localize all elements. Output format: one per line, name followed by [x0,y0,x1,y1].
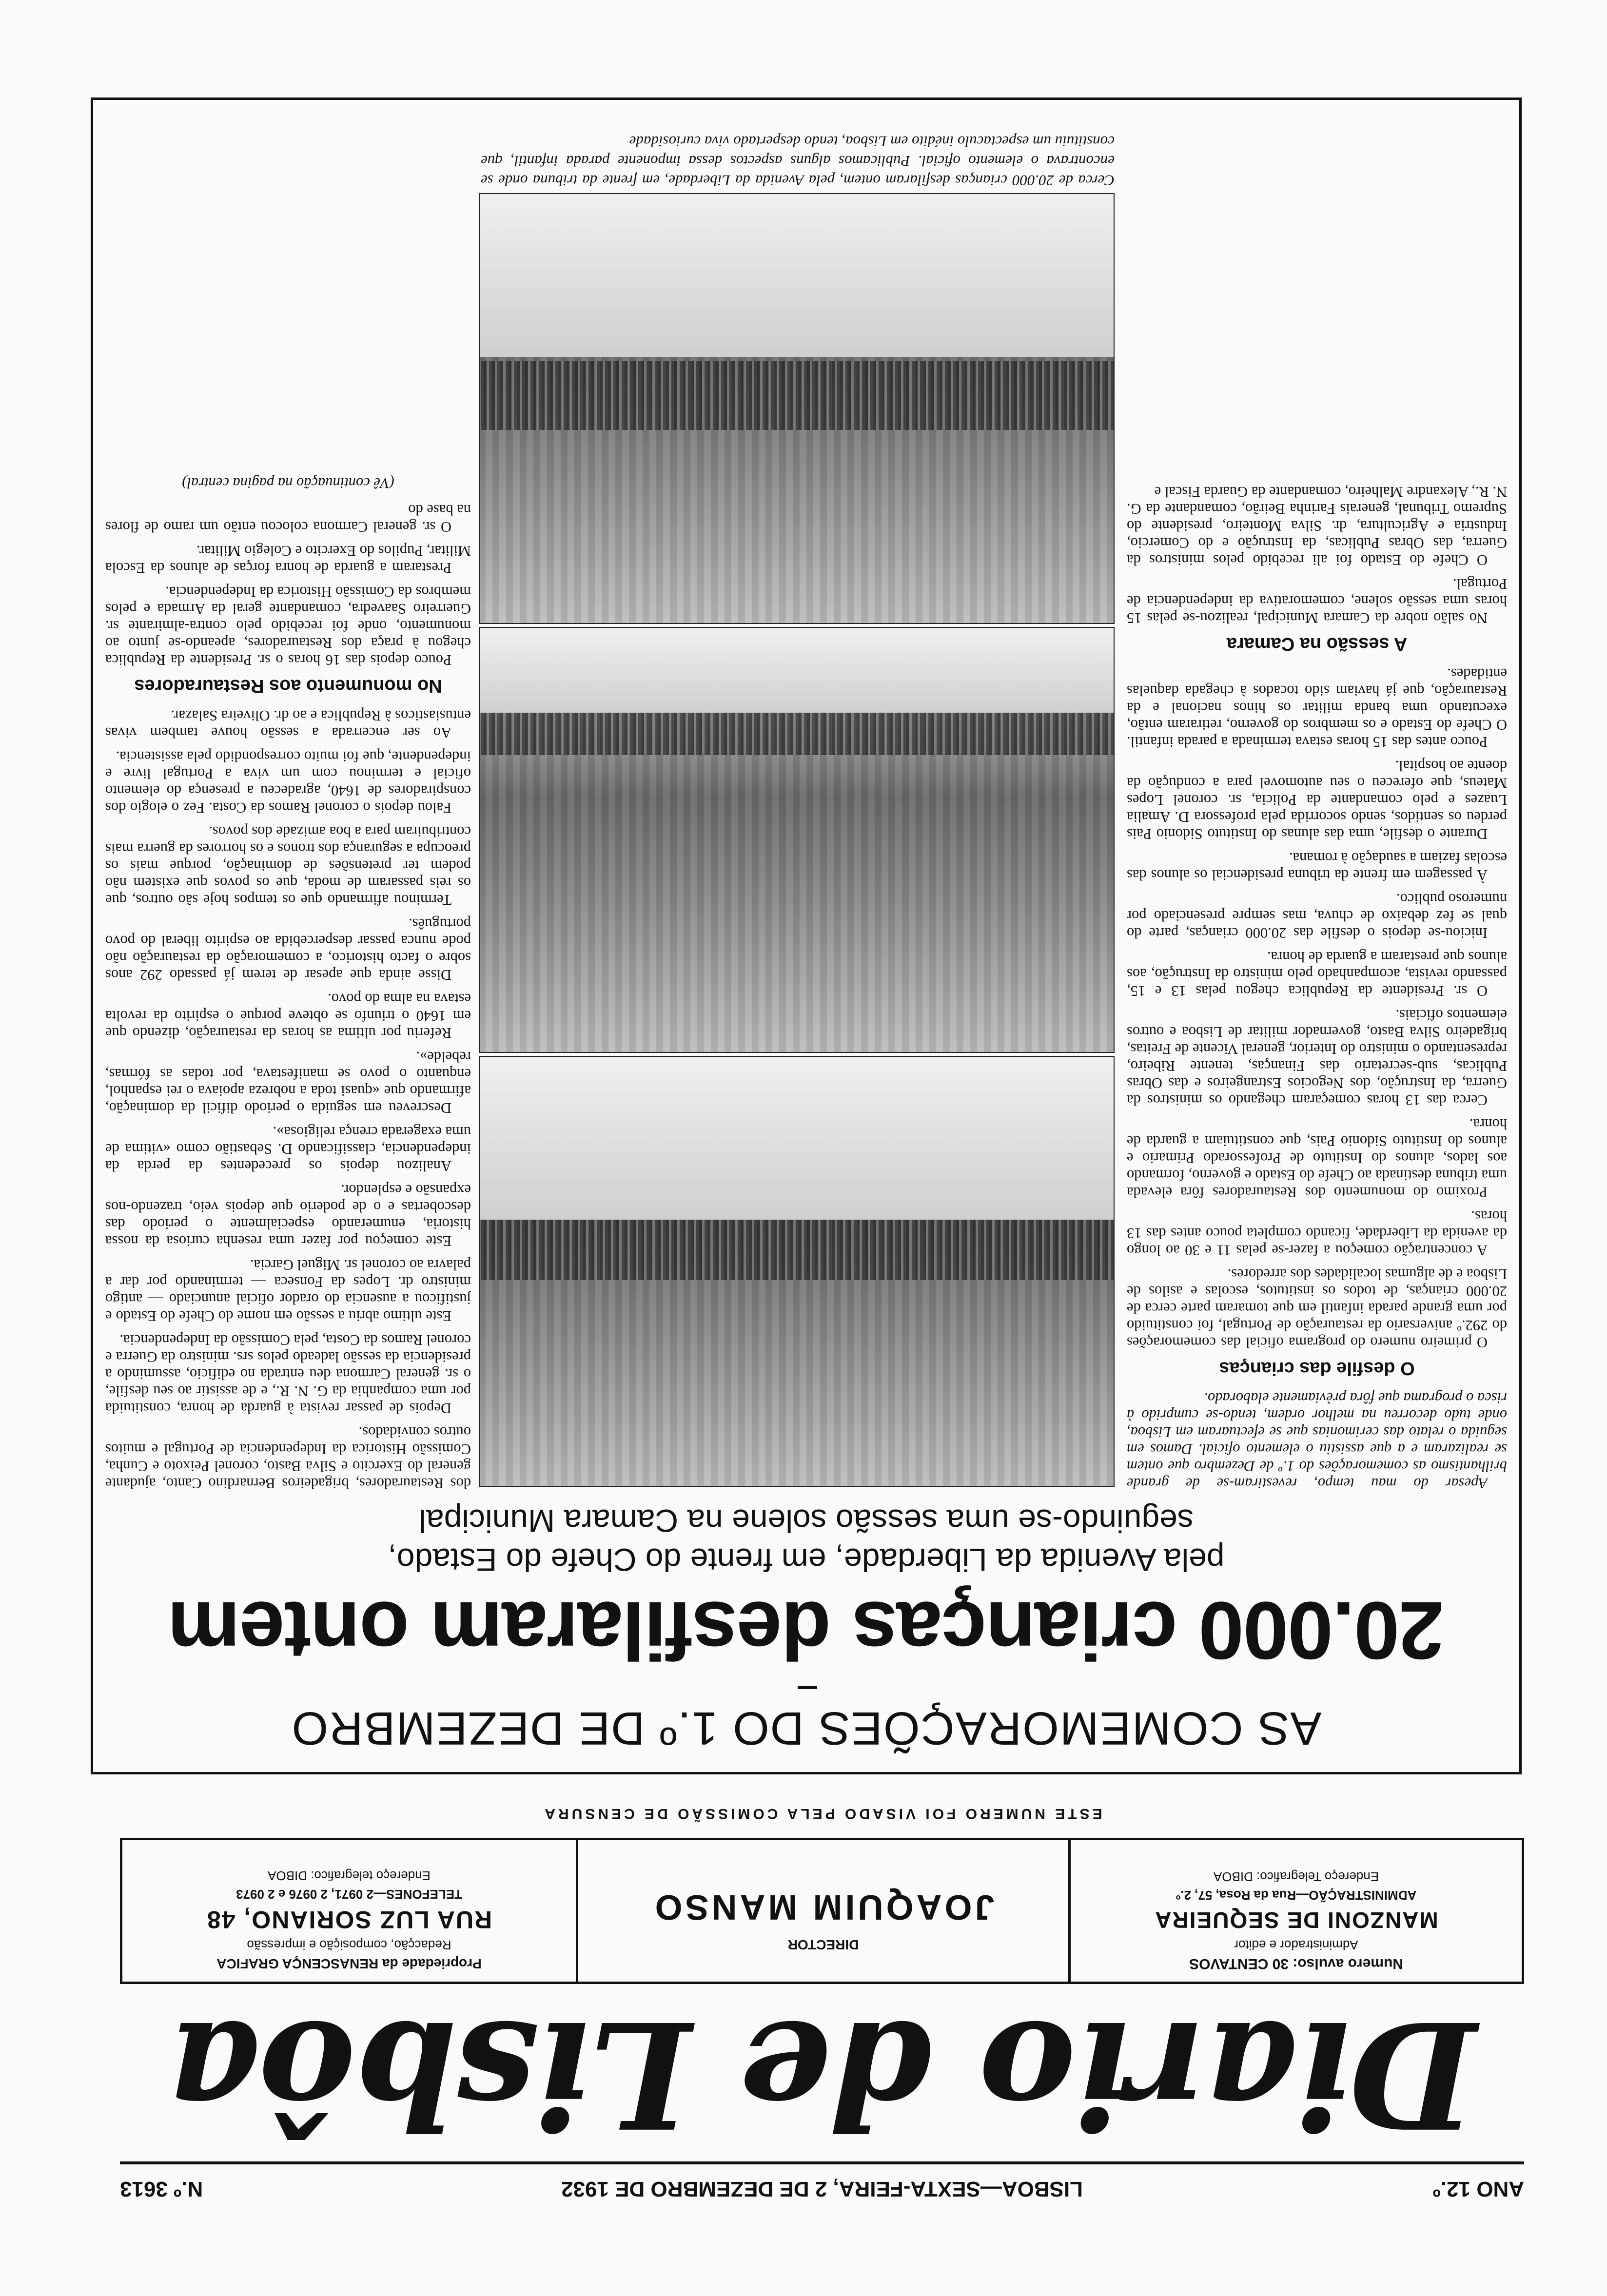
masthead [120,1784,1524,2213]
admin-address: ADMINISTRAÇÃO—Rua da Rosa, 57, 2.º [1176,1888,1417,1903]
paragraph: À passagem em frente da tribuna presidencial os alunos das escolas faziam a saudação à romana. [1127,850,1507,883]
editor-role: Administrador e editor [1234,1938,1358,1952]
owner-address: RUA LUZ SORIANO, 48 [206,1906,492,1933]
paragraph: Pouco antes das 15 horas estava terminada a parada infantil. O Chefe do Estado e os membros do governo, retiraram então, executando uma banda militar os hinos nacional e da Restauração, que já haviam sido tocados à chegada daquelas entidades. [1127,665,1507,750]
article-kicker: AS COMEMORAÇÕES DO 1.º DE DEZEMBRO [291,1702,1322,1754]
article-column-1 [1127,112,1507,1492]
owner-box [122,1840,576,1982]
paragraph: Este começou por fazer uma resenha curiosa da nossa historia, enumerando especialmente o periodo das descobertas e o de poderio que depois veio, trazendo-nos expansão e esplendor. [105,1182,471,1249]
paragraph: Este ultimo abriu a sessão em nome do Chefe do Estado e justificou a ausencia do orador oficial anunciado — antigo ministro dr. Lopes da Fonseca — terminando por dar a palavra ao coronel sr. Miguel Garcia. [105,1257,471,1324]
paragraph: Terminou afirmando que os tempos hoje são outros, que os reis passaram de moda, que os povos que existem não podem ter pretensões de dominação, porque mais os preocupa a segurança dos tronos e os horrores da guerra mais contribuiram para a boa amizade dos povos. [105,823,471,908]
article-intro: Apesar do mau tempo, revestiram-se de grande brilhantismo as comemorações do 1.º de Dezembro que ontem se realizaram e a que assistiu o elemento oficial. Damos em seguida o relato das cerimonias que se efectuaram em Lisboa, onde tudo decorreu na melhor ordem, tendo-se cumprido à risca o programa que fôra prèviamente elaborado. [1127,1390,1507,1492]
article-frame [91,97,1522,1774]
director-role: DIRECTOR [787,1937,859,1952]
paragraph: Prestaram a guarda de honra forças de alunos da Escola Militar, Pupilos do Exercito e Colegio Militar. [105,543,471,576]
photo-parade-2 [479,627,1115,1053]
paragraph: Ao ser encerrada a sessão houve tambem vivas entusiasticos à Republica e ao dr. Oliveira Salazar. [105,707,471,741]
paragraph: O sr. general Carmona colocou então um ramo de flores na base do [105,502,471,535]
paragraph: O Chefe do Estado foi ali recebido pelos ministros da Guerra, das Obras Publicas, da Instrução e do Comercio, Industria e Agricultura, dr. Silva Monteiro, presidente do Supremo Tribunal, generais Farinha Beirão, comandante da G. N. R., Alexandre Malheiro, comandante da Guarda Fiscal e [1127,484,1507,568]
subhead-monumento: No monumento aos Restauradores [134,676,442,696]
photo-caption: Cerca de 20.000 crianças desfilaram ontem, pela Avenida da Liberdade, em frente da tribuna onde se encontrava o elemento oficial. Publicamos alguns aspectos dessa imponente parada infantil, que constituiu um espectaculo inédito em Lisboa, tendo despertado viva curiosidade [481,133,1115,189]
article-deck-2: seguindo-se uma sessão solene na Camara Municipal [419,1503,1194,1539]
paragraph: Pouco depois das 16 horas o sr. Presidente da Republica chegou à praça dos Restauradores, apeando-se junto ao monumento, onde foi recebido pelo contra-almirante sr. Guerreiro Saavedra, comandante geral da Armada e pelos membros da Comissão Historica da Independencia. [105,584,471,668]
dateline-bar [120,2161,1524,2213]
owner-line: Propriedade da RENASCENÇA GRAFICA [216,1956,482,1971]
director-box [576,1840,1068,1982]
photo-parade-3 [479,193,1115,624]
continued-note: (Vê continuação na pagina central) [182,475,394,491]
paragraph: Descreveu em seguida o periodo dificil da dominação, afirmando que «quasi toda a nobreza apoiava o rei espanhol, enquanto o povo se manifestava, por todas as fórmas, rebelde». [105,1049,471,1116]
photo-parade-1 [479,1056,1115,1487]
dateline: LISBOA—SEXTA-FEIRA, 2 DE DEZEMBRO DE 1932 [561,2177,1083,2201]
article-column-2 [105,112,471,1492]
paragraph: Falou depois o coronel Ramos da Costa. Fez o elogio dos conspiradores de 1640, agradeceu a presença do elemento oficial e terminou com um viva a Portugal livre e independente, que foi muito correspondido pela assistencia. [105,748,471,816]
admin-telegraph: Endereço Telegrafico: DIBOA [1213,1869,1379,1884]
paragraph: Depois de passar revista à guarda de honra, constituida por uma companhia da G. N. R., e de assistir ao seu desfile, o sr. general Carmona deu entrada no edificio, assumindo a presidencia da sessão ladeado pelos srs. ministro da Guerra e coronel Ramos da Costa, pela Comissão da Independencia. [105,1332,471,1417]
subhead-desfile: O desfile das crianças [1219,1358,1415,1379]
paragraph: O sr. Presidente da Republica chegou pelas 13 e 15, passando revista, acompanhado pelo ministro da Instrução, aos alunos que prestaram a guarda de honra. [1127,949,1507,999]
article-headline: 20.000 crianças desfilaram ontem [168,1585,1444,1676]
kicker-rule [798,1686,817,1689]
paragraph: Iniciou-se depois o desfile das 20.000 crianças, parte do qual se fez debaixo de chuva, mas sempre presenciado por numeroso publico. [1127,891,1507,941]
price-box [1068,1840,1522,1982]
masthead-boxes [120,1838,1524,1984]
paragraph: dos Restauradores, brigadeiros Bernardino Canto, ajudante general do Exercito e Silva Basto, coronel Peixoto e Cunha, Comissão Historica da Independencia de Portugal e muitos outros convidados. [105,1424,471,1492]
director-name: JOAQUIM MANSO [652,1887,995,1926]
paragraph: No salão nobre da Camara Municipal, realizou-se pelas 15 horas uma sessão solene, comemorativa da independencia de Portugal. [1127,576,1507,626]
issue-number: N.º 3613 [120,2177,203,2201]
paragraph: Durante o desfile, uma das alunas do Instituto Sidonio Pais perdeu os sentidos, sendo socorrida pela professora D. Amalia Luazes e pelo comandante da Policia, sr. coronel Lopes Mateus, que ofereceu o seu automovel para a condução da doente ao hospital. [1127,758,1507,842]
paragraph: Disse ainda que apesar de terem já passado 292 anos sobre o facto historico, a comemoração da restauração não pode nunca passar despercebida ao espirito liberal do povo português. [105,915,471,983]
subhead-sessao: A sessão na Camara [1226,634,1408,654]
paragraph: A concentração começou a fazer-se pelas 11 e 30 ao longo da avenida da Liberdade, ficando completa pouco antes das 13 horas. [1127,1208,1507,1259]
editor-name: MANZONI DE SEQUEIRA [1154,1907,1438,1933]
owner-subline: Redacção, composição e impressão [247,1938,451,1952]
owner-phones: TELEFONES—2 0971, 2 0976 e 2 0973 [236,1887,462,1902]
paragraph: Analizou depois os precedentes da perda da independencia, classificando D. Sebastião como «vitima de uma exagerada crença religiosa». [105,1124,471,1174]
owner-telegraph: Endereço telegrafico: DIBOA [268,1868,431,1883]
paragraph: Proximo do monumento dos Restauradores fôra elevada uma tribuna destinada ao Chefe do Estado e governo, formando aos lados, alunos do Instituto de Professorado Primario e alunos do Instituto Sidonio Pais, que constituiam a guarda de honra. [1127,1116,1507,1201]
year-label: ANO 12.º [1432,2177,1524,2201]
price-line: Numero avulso: 30 CENTAVOS [1189,1956,1403,1972]
photo-block [481,195,1115,1487]
nameplate: Diario de Lisbôa [167,1988,1477,2160]
censor-notice: ESTE NUMERO FOI VISADO PELA COMISSÃO DE CENSURA [542,1806,1102,1822]
article-deck-1: pela Avenida da Liberdade, em frente do Chefe do Estado, [388,1542,1225,1578]
paragraph: Referiu por ultima as horas da restauração, dizendo que em 1640 o triunfo se obteve porque o espirito da revolta estava na alma do povo. [105,991,471,1041]
paragraph: Cerca das 13 horas começaram chegando os ministros da Guerra, da Instrução, dos Negocios Estrangeiros e das Obras Publicas, sub-secretario das Finanças, tenente Ribeiro, representando o ministro do Interior, general Vicente de Freitas, brigadeiro Silva Basto, governador militar de Lisboa e outros elementos oficiais. [1127,1007,1507,1109]
paragraph: O primeiro numero do programa oficial das comemorações do 292.º aniversario da restauração de Portugal, foi constituido por uma grande parada infantil em que tomaram parte cerca de 20.000 crianças, de todos os institutos, escolas e asilos de Lisboa e de algumas localidades dos arredores. [1127,1266,1507,1351]
